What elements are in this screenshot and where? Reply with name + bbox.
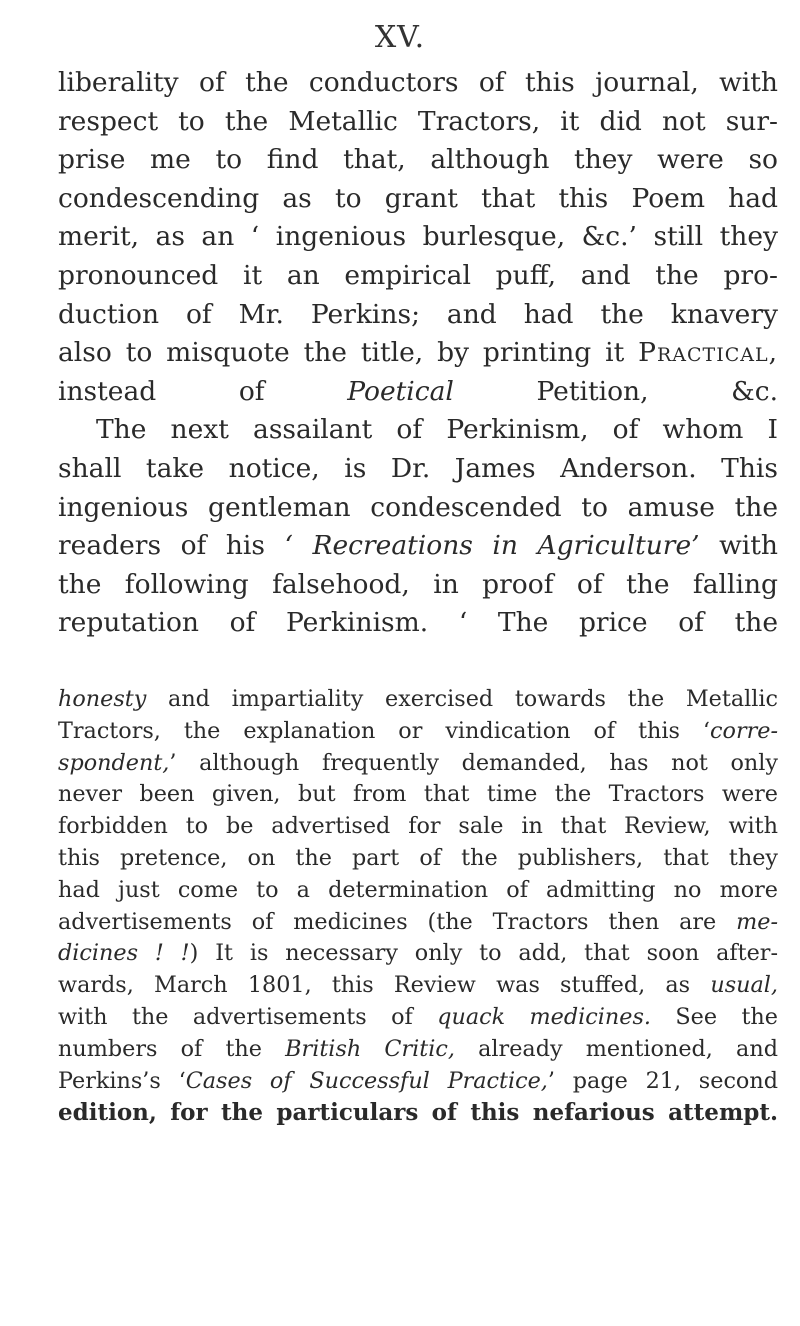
footnote-line — [58, 1002, 778, 1034]
italic-term: spondent, — [58, 749, 170, 776]
italic-title: Cases of Successful Practice, — [185, 1067, 548, 1094]
text-segment: See the — [675, 1003, 778, 1030]
italic-term: Poetical — [347, 375, 454, 407]
italic-term: usual, — [710, 972, 779, 999]
text-line: ingenious gentleman condescended to amuse the — [58, 491, 778, 523]
text-line — [58, 373, 778, 412]
text-segment: with the advertisements of — [58, 1003, 413, 1030]
footnote — [58, 684, 778, 1129]
italic-title: British Critic, — [285, 1035, 455, 1062]
text-segment: and impartiality exercised towards the Metallic — [168, 686, 779, 712]
text-line — [58, 527, 778, 566]
italic-term: quack medicines. — [437, 1003, 651, 1030]
footnote-line: had just come to a determination of admitting no more — [58, 876, 778, 903]
text-segment: readers of his — [58, 530, 266, 562]
main-text — [58, 64, 778, 643]
text-segment: wards, March 1801, this Review was stuffed, as — [58, 972, 691, 999]
footnote-line — [58, 748, 778, 780]
text-segment: also to misquote the title, by printing it — [58, 337, 625, 369]
italic-term: dicines ! ! — [58, 940, 190, 967]
footnote-line: never been given, but from that time the Tractors were — [58, 781, 778, 808]
text-line: condescending as to grant that this Poem had — [58, 182, 778, 214]
text-line — [58, 334, 778, 373]
text-line: The next assailant of Perkinism, of whom I — [96, 414, 778, 446]
text-segment: ) It is necessary only to add, that soon after- — [189, 940, 778, 967]
italic-title: ‘ Recreations in Agriculture’ — [284, 530, 700, 562]
text-line: merit, as an ‘ ingenious burlesque, &c.’ still they — [58, 221, 778, 253]
footnote-line — [58, 1034, 778, 1066]
text-segment: ’ page 21, second — [547, 1067, 778, 1094]
text-segment: numbers of the — [58, 1035, 262, 1062]
italic-term: me- — [736, 908, 778, 935]
text-segment: Tractors, the explanation or vindication of this ‘ — [58, 717, 711, 744]
text-segment: Petition, &c. — [536, 375, 778, 407]
text-line: liberality of the conductors of this journal, with — [58, 67, 778, 98]
text-line: the following falsehood, in proof of the falling — [58, 568, 778, 600]
text-line: respect to the Metallic Tractors, it did not sur- — [58, 105, 778, 137]
italic-term: corre- — [710, 717, 778, 744]
footnote-line: forbidden to be advertised for sale in that Review, with — [58, 813, 778, 840]
text-segment: advertisements of medicines (the Tractors then are — [58, 908, 717, 935]
footnote-line — [58, 1066, 778, 1098]
footnote-line — [58, 938, 778, 970]
text-segment: Perkins’s ‘ — [58, 1067, 186, 1094]
footnote-line — [58, 716, 778, 748]
text-line: shall take notice, is Dr. James Anderson. This — [58, 452, 778, 484]
footnote-line — [58, 907, 778, 939]
text-segment: already mentioned, and — [478, 1035, 778, 1062]
text-line: duction of Mr. Perkins; and had the knavery — [58, 298, 778, 330]
text-line: prise me to find that, although they were so — [58, 144, 778, 176]
small-caps-term: Practical, — [638, 337, 778, 369]
text-line: reputation of Perkinism. ‘ The price of the — [58, 607, 778, 639]
text-segment: with — [719, 530, 778, 562]
footnote-line: edition, for the particulars of this nefarious attempt. — [58, 1099, 778, 1127]
text-segment: instead of — [58, 375, 265, 407]
footnote-line: this pretence, on the part of the publishers, that they — [58, 844, 778, 871]
footnote-line — [58, 684, 778, 716]
text-line: pronounced it an empirical puff, and the pro- — [58, 259, 778, 291]
footnote-line — [58, 970, 778, 1002]
page-number: XV. — [374, 20, 426, 55]
italic-term: honesty — [58, 686, 147, 712]
text-segment: ’ although frequently demanded, has not only — [169, 749, 778, 776]
